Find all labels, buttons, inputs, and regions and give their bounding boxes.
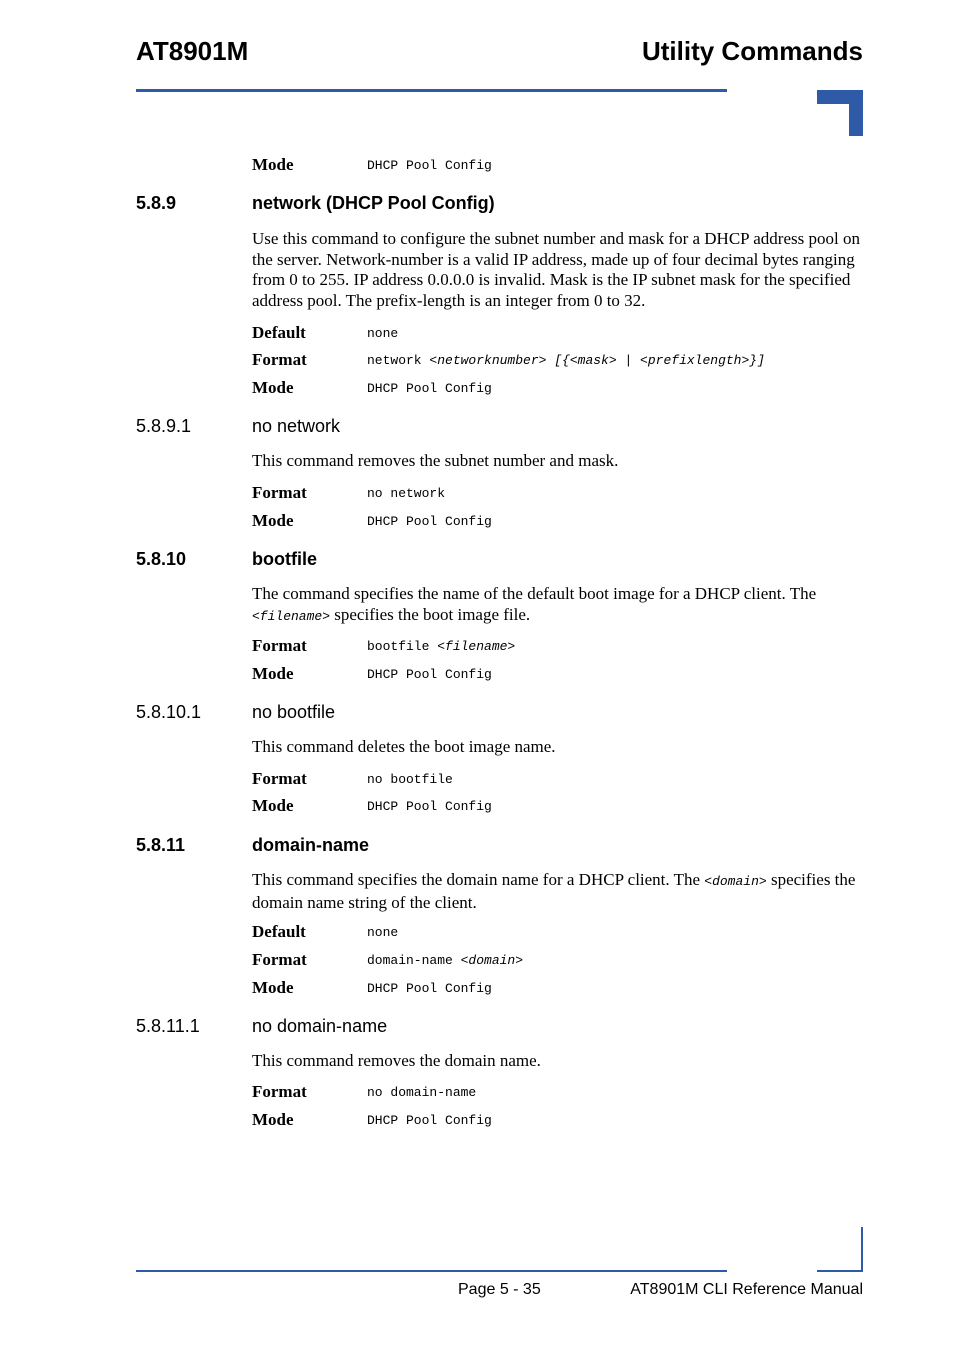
section-number: 5.8.9 xyxy=(136,193,177,213)
format-value: no network xyxy=(367,486,446,501)
format-row xyxy=(252,769,862,791)
section-title: domain-name xyxy=(252,835,370,855)
mode-label: Mode xyxy=(252,378,294,397)
default-label: Default xyxy=(252,323,306,342)
format-command: network xyxy=(367,353,430,368)
format-label: Format xyxy=(252,483,307,502)
mode-row xyxy=(252,155,862,177)
subsection-title: no domain-name xyxy=(252,1016,388,1036)
format-row xyxy=(252,483,862,505)
product-name: AT8901M xyxy=(136,36,249,66)
format-value xyxy=(367,353,765,368)
mode-row xyxy=(252,378,862,400)
section-description xyxy=(252,870,864,913)
subsection-number: 5.8.9.1 xyxy=(136,416,192,436)
default-value: none xyxy=(367,326,399,341)
section-description: This command deletes the boot image name. xyxy=(252,737,556,756)
subsection-number: 5.8.10.1 xyxy=(136,702,202,722)
footer-rule xyxy=(136,1270,727,1272)
subsection-number: 5.8.11.1 xyxy=(136,1016,200,1036)
format-row xyxy=(252,636,862,658)
mode-row xyxy=(252,511,862,533)
format-label: Format xyxy=(252,636,307,655)
mode-label: Mode xyxy=(252,511,294,530)
format-command: bootfile xyxy=(367,639,438,654)
page-number: Page 5 - 35 xyxy=(458,1281,541,1298)
mode-value: DHCP Pool Config xyxy=(367,799,492,814)
format-value: no domain-name xyxy=(367,1085,477,1100)
description-text: specifies the boot image file. xyxy=(330,604,531,624)
mode-label: Mode xyxy=(252,664,294,683)
description-code: <filename> xyxy=(252,608,331,624)
header-corner-mark xyxy=(817,90,863,136)
section-description: This command removes the subnet number and mask. xyxy=(252,451,619,470)
format-label: Format xyxy=(252,350,307,369)
section-number: 5.8.11 xyxy=(136,835,186,855)
format-label: Format xyxy=(252,769,307,788)
format-row xyxy=(252,1082,862,1104)
format-row xyxy=(252,950,862,972)
mode-row xyxy=(252,796,862,818)
mode-row xyxy=(252,978,862,1000)
format-command: domain-name xyxy=(367,953,461,968)
format-arguments: <domain> xyxy=(460,953,524,968)
mode-value: DHCP Pool Config xyxy=(367,667,492,682)
format-value: no bootfile xyxy=(367,772,453,787)
footer-corner-mark xyxy=(817,1227,863,1272)
description-text: specifies the domain name string of the client. xyxy=(252,870,856,912)
default-label: Default xyxy=(252,922,306,941)
mode-value: DHCP Pool Config xyxy=(367,158,492,173)
mode-value: DHCP Pool Config xyxy=(367,514,492,529)
mode-label: Mode xyxy=(252,155,294,174)
section-description: This command removes the domain name. xyxy=(252,1051,541,1070)
default-value: none xyxy=(367,925,399,940)
description-text: This command specifies the domain name for a DHCP client. The xyxy=(252,870,705,889)
format-row xyxy=(252,350,862,372)
mode-row xyxy=(252,1110,862,1132)
mode-label: Mode xyxy=(252,1110,294,1129)
section-description: Use this command to configure the subnet number and mask for a DHCP address pool on the server. Network-number is a valid IP address, made up of four decimal bytes ranging from 0 to 255. IP address 0.0.0.0 is invalid. Mask is the IP subnet mask for the specified address pool. The prefix-length is an integer from 0 to 32. xyxy=(252,229,860,310)
manual-title: AT8901M CLI Reference Manual xyxy=(630,1281,863,1298)
mode-value: DHCP Pool Config xyxy=(367,981,492,996)
format-value xyxy=(367,639,515,654)
format-label: Format xyxy=(252,950,307,969)
section-description xyxy=(252,584,864,627)
mode-value: DHCP Pool Config xyxy=(367,1113,492,1128)
section-title: bootfile xyxy=(252,549,317,569)
mode-label: Mode xyxy=(252,796,294,815)
format-value xyxy=(367,953,523,968)
mode-label: Mode xyxy=(252,978,294,997)
description-text: The command specifies the name of the default boot image for a DHCP client. The xyxy=(252,584,817,603)
section-number: 5.8.10 xyxy=(136,549,187,569)
format-arguments: <filename> xyxy=(437,639,516,654)
mode-value: DHCP Pool Config xyxy=(367,381,492,396)
subsection-title: no bootfile xyxy=(252,702,336,722)
format-label: Format xyxy=(252,1082,307,1101)
format-arguments: <networknumber> [{<mask> | <prefixlength>}] xyxy=(429,353,765,368)
subsection-title: no network xyxy=(252,416,341,436)
description-code: <domain> xyxy=(704,874,767,889)
header-rule xyxy=(136,89,727,92)
default-row xyxy=(252,922,862,944)
mode-row xyxy=(252,664,862,686)
chapter-title: Utility Commands xyxy=(641,36,863,66)
default-row xyxy=(252,323,862,345)
section-title: network (DHCP Pool Config) xyxy=(252,193,495,213)
